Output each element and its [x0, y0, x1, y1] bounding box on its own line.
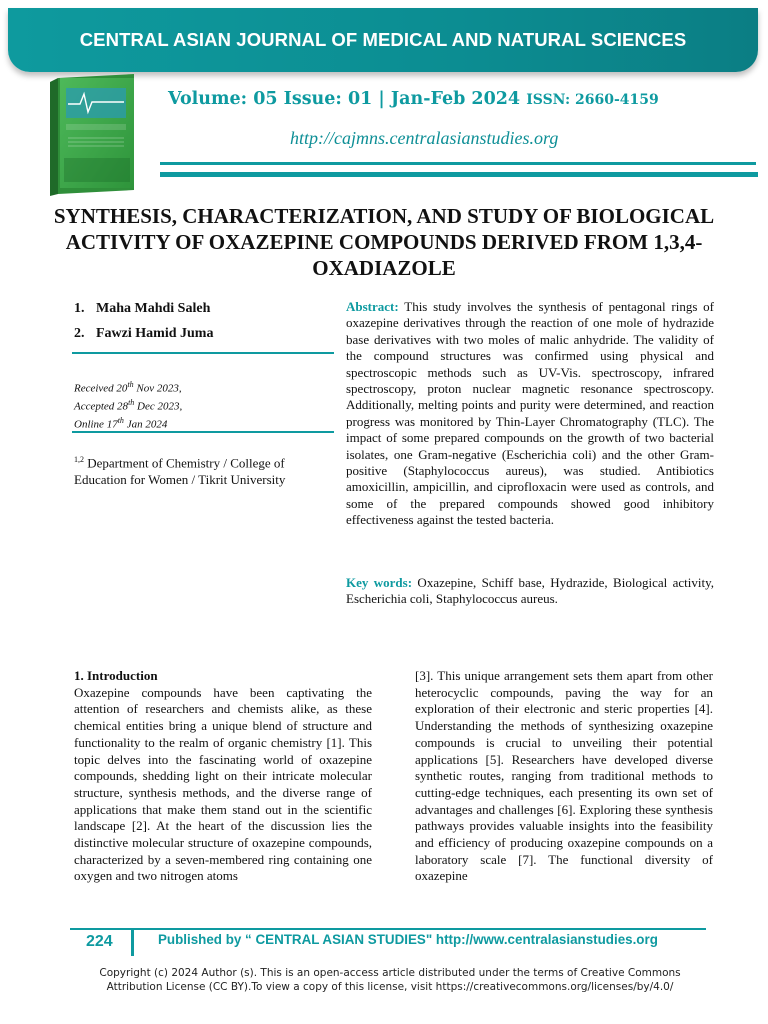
- journal-url-link[interactable]: http://cajmns.centralasianstudies.org: [290, 128, 559, 148]
- keywords-text: Oxazepine, Schiff base, Hydrazide, Biological activity, Escherichia coli, Staphylococcus aureus.: [346, 575, 714, 607]
- journal-title: CENTRAL ASIAN JOURNAL OF MEDICAL AND NATURAL SCIENCES: [79, 29, 687, 50]
- copyright-line-2: Attribution License (CC BY).To view a copy of this license, visit https://creativecommons.org/licenses/by/4.0/: [106, 981, 674, 993]
- page-number: 224: [86, 933, 113, 950]
- author-number: 1.: [74, 301, 85, 316]
- publisher-line[interactable]: Published by “ CENTRAL ASIAN STUDIES" http://www.centralasianstudies.org: [158, 932, 658, 947]
- footer-rule: [70, 928, 706, 930]
- affiliation-text: Department of Chemistry / College of Education for Women / Tikrit University: [74, 455, 286, 487]
- dates-divider: [72, 431, 334, 433]
- left-column-text: Oxazepine compounds have been captivating the attention of researchers and chemists alike, as these chemical entities bring a unique blend of structure and functionality to the realm of organic chemistry [1]. This topic delves into the fascinating world of oxazepine compounds, shedding light on their intricate molecular structure, synthesis methods, and the diverse range of applications that make them stand out in the scientific landscape [2]. At the heart of the discussion lies the distinctive molecular structure of oxazepine compounds, characterized by a seven-membered ring containing one oxygen and two nitrogen atoms: [74, 684, 372, 884]
- affiliation-marker: 1,2: [74, 455, 84, 464]
- volume-issue: Volume: 05 Issue: 01 | Jan-Feb 2024: [168, 89, 521, 109]
- abstract-text: This study involves the synthesis of pentagonal rings of oxazepine derivatives through the reaction of one mole of hydrazide base derivatives with two moles of malic anhydride. The validity of the compound structures was confirmed using physical and spectroscopic methods such as UV-Vis. spectroscopy, infrared spectroscopy, proton nuclear magnetic resonance spectroscopy. Additionally, melting points and purity were determined, and reaction progress was monitored by Thin-Layer Chromatography (TLC). The impact of some prepared compounds on the growth of two bacterial isolates, one Gram-negative (Escherichia coli) and the other Gram-positive (Staphylococcus aureus), was studied. Antibiotics amoxicillin, ampicillin, and ciprofloxacin were used as controls, and some of the prepared compounds showed good inhibitory effectiveness against the tested bacteria.: [346, 299, 714, 528]
- copyright-line-1: Copyright (c) 2024 Author (s). This is an open-access article distributed under the terms of Creative Commons: [99, 967, 681, 979]
- author-name: Maha Mahdi Saleh: [96, 301, 211, 316]
- body-left-column: [74, 668, 372, 885]
- author-list: [74, 296, 213, 346]
- author-item: [74, 296, 213, 321]
- header-rule-thin: [160, 162, 756, 165]
- keywords: [346, 575, 714, 608]
- right-column-text: [3]. This unique arrangement sets them apart from other heterocyclic compounds, paving the way for an exploration of their electronic and steric properties [4]. Understanding the methods of synthesizing oxazepine compounds is crucial to unveiling their potential applications [5]. Researchers have developed diverse synthetic routes, ranging from traditional methods to cutting-edge techniques, each presenting its own set of advantages and challenges [6]. Exploring these synthesis pathways provides valuable insights into the feasibility and efficiency of producing oxazepine compounds on a laboratory scale [7]. The functional diversity of oxazepine: [415, 668, 713, 884]
- footer-divider: [131, 928, 134, 956]
- author-item: [74, 321, 213, 346]
- body-right-column: [415, 668, 713, 885]
- abstract-label: Abstract:: [346, 299, 399, 314]
- copyright-notice: [70, 966, 710, 994]
- article-dates: [74, 378, 182, 432]
- author-number: 2.: [74, 326, 85, 341]
- keywords-label: Key words:: [346, 575, 413, 590]
- affiliation: [74, 452, 324, 488]
- online-date: Online 17th Jan 2024: [74, 416, 168, 431]
- accepted-date: Accepted 28th Dec 2023,: [74, 398, 183, 413]
- journal-cover-image: [50, 72, 148, 196]
- author-name: Fawzi Hamid Juma: [96, 326, 214, 341]
- abstract: [346, 299, 714, 529]
- journal-banner: [8, 8, 758, 72]
- article-title: SYNTHESIS, CHARACTERIZATION, AND STUDY OF BIOLOGICAL ACTIVITY OF OXAZEPINE COMPOUNDS DERIVED FROM 1,3,4-OXADIAZOLE: [53, 204, 715, 280]
- author-divider: [72, 352, 334, 354]
- issn: ISSN: 2660-4159: [526, 92, 659, 108]
- section-heading: 1. Introduction: [74, 668, 158, 683]
- received-date: Received 20th Nov 2023,: [74, 380, 182, 395]
- volume-issue-line: [168, 89, 659, 109]
- header-rule-thick: [160, 172, 758, 177]
